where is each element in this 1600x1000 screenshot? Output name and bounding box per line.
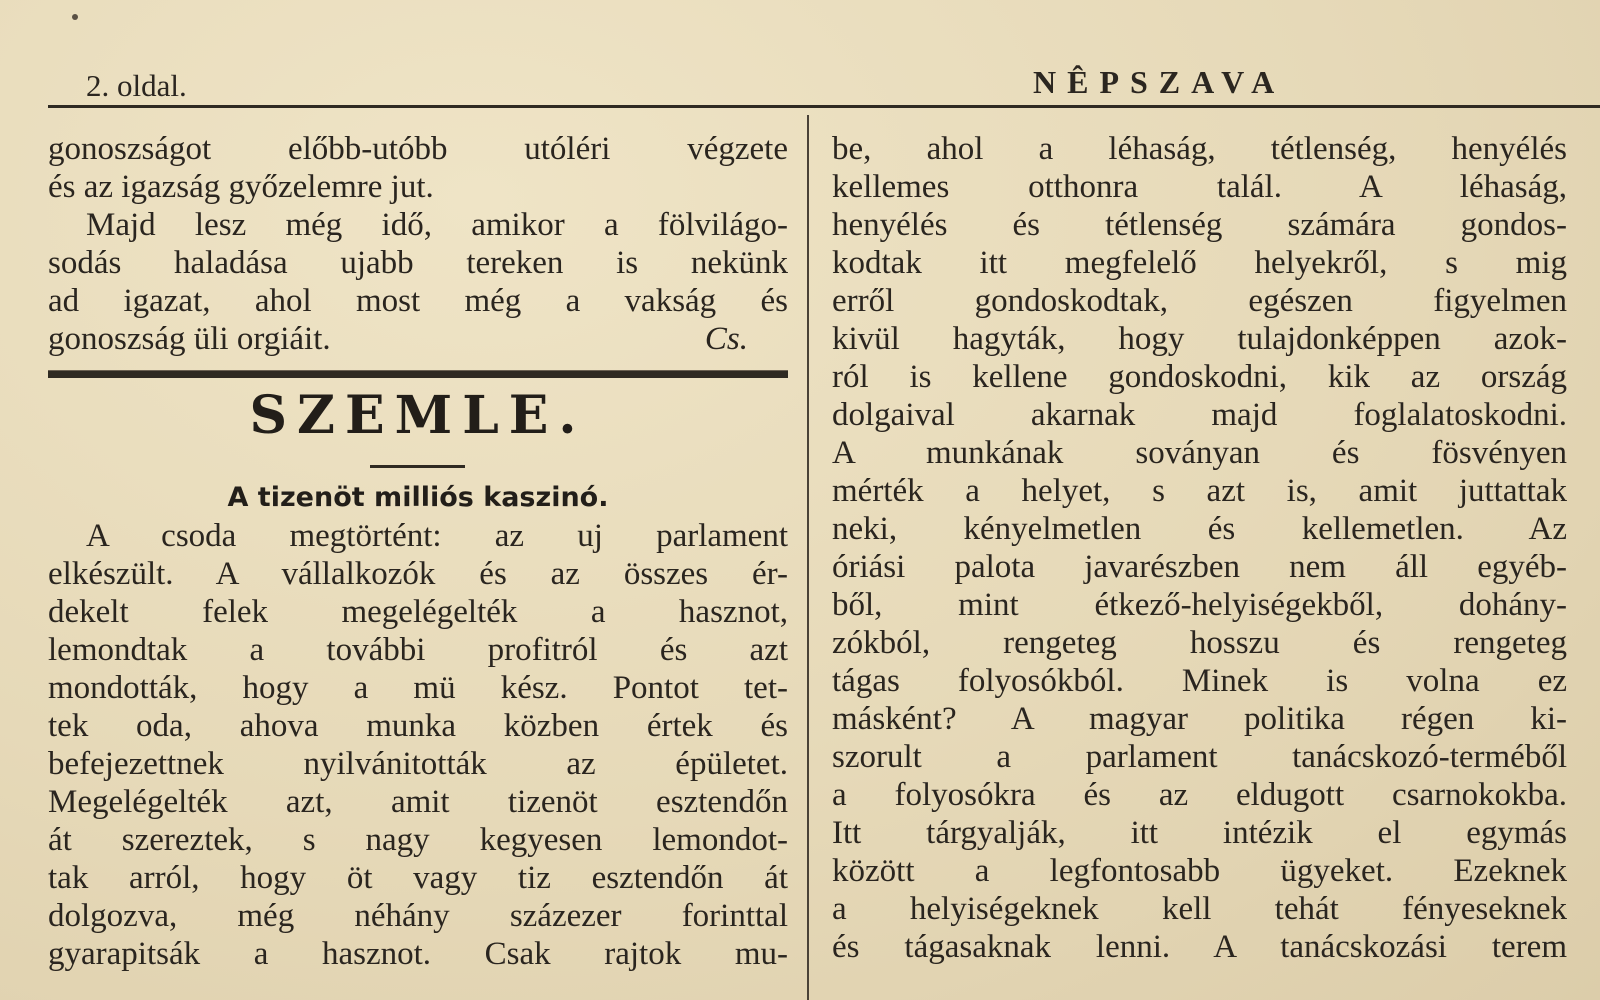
right-column-article [832,130,1567,966]
text-line: elkészült. A vállalkozók és az összes ér- [48,556,788,592]
section-title: SZEMLE. [249,385,587,446]
text-line: befejezettnek nyilvánitották az épületet. [48,746,788,782]
page-number: 2. oldal. [86,68,187,103]
text-line: óriási palota javarészben nem áll egyéb- [832,549,1567,585]
text-line: át szereztek, s nagy kegyesen lemondot- [48,822,788,858]
article-subhead: A tizenöt milliós kaszinó. [227,482,609,513]
column-divider [807,115,809,1000]
title-underline [370,465,465,468]
text-line: gyarapitsák a hasznot. Csak rajtok mu- [48,936,788,972]
header-rule [48,105,1600,108]
text-line: Itt tárgyalják, itt intézik el egymás [832,815,1567,851]
text-line: és az igazság győzelemre jut. [48,169,434,205]
text-line: kodtak itt megfelelő helyekről, s mig [832,245,1567,281]
text-line: ből, mint étkező-helyiségekből, dohány- [832,587,1567,623]
text-line: dekelt felek megelégelték a hasznot, [48,594,788,630]
page-header [48,58,1600,108]
text-line: kellemes otthonra talál. A léhaság, [832,169,1567,205]
text-line: sodás haladása ujabb tereken is nekünk [48,245,788,281]
text-line: és tágasaknak lenni. A tanácskozási terem [832,929,1567,965]
masthead-title: NÊPSZAVA [1033,64,1286,100]
text-line: között a legfontosabb ügyeket. Ezeknek [832,853,1567,889]
text-line: a helyiségeknek kell tehát fényeseknek [832,891,1567,927]
text-line: zókból, rengeteg hosszu és rengeteg [832,625,1567,661]
text-line: henyélés és tétlenség számára gondos- [832,207,1567,243]
text-line: dolgozva, még néhány százezer forinttal [48,898,788,934]
text-line: szorult a parlament tanácskozó-terméből [832,739,1567,775]
text-line: lemondtak a további profitról és azt [48,632,788,668]
text-line: ad igazat, ahol most még a vakság és [48,283,788,319]
text-line: kivül hagyták, hogy tulajdonképpen azok- [832,321,1567,357]
text-line: A csoda megtörtént: az uj parlament [86,518,788,554]
text-line: a folyosókra és az eldugott csarnokokba. [832,777,1567,813]
text-line: be, ahol a léhaság, tétlenség, henyélés [832,131,1567,167]
text-line: Megelégelték azt, amit tizenöt esztendőn [48,784,788,820]
section-rule [48,370,788,378]
text-line-signature [48,320,788,358]
left-column-article [48,517,788,973]
text-line: neki, kényelmetlen és kellemetlen. Az [832,511,1567,547]
text-line: gonoszságot előbb-utóbb utóléri végzete [48,131,788,167]
author-signature: Cs. [704,321,748,357]
text-line: gonoszság üli orgiáit. [48,321,331,357]
text-line: Majd lesz még idő, amikor a fölvilágo- [86,207,788,243]
text-line: erről gondoskodtak, egészen figyelmen [832,283,1567,319]
left-column-continuation [48,130,788,358]
text-line: mondották, hogy a mü kész. Pontot tet- [48,670,788,706]
text-line: másként? A magyar politika régen ki- [832,701,1567,737]
text-line: ról is kellene gondoskodni, kik az ország [832,359,1567,395]
ink-speck [72,14,78,20]
text-line: tak arról, hogy öt vagy tiz esztendőn át [48,860,788,896]
text-line: tágas folyosókból. Minek is volna ez [832,663,1567,699]
text-line: tek oda, ahova munka közben értek és [48,708,788,744]
text-line: A munkának soványan és fösvényen [832,435,1567,471]
text-line: mérték a helyet, s azt is, amit juttattak [832,473,1567,509]
text-line: dolgaival akarnak majd foglalatoskodni. [832,397,1567,433]
